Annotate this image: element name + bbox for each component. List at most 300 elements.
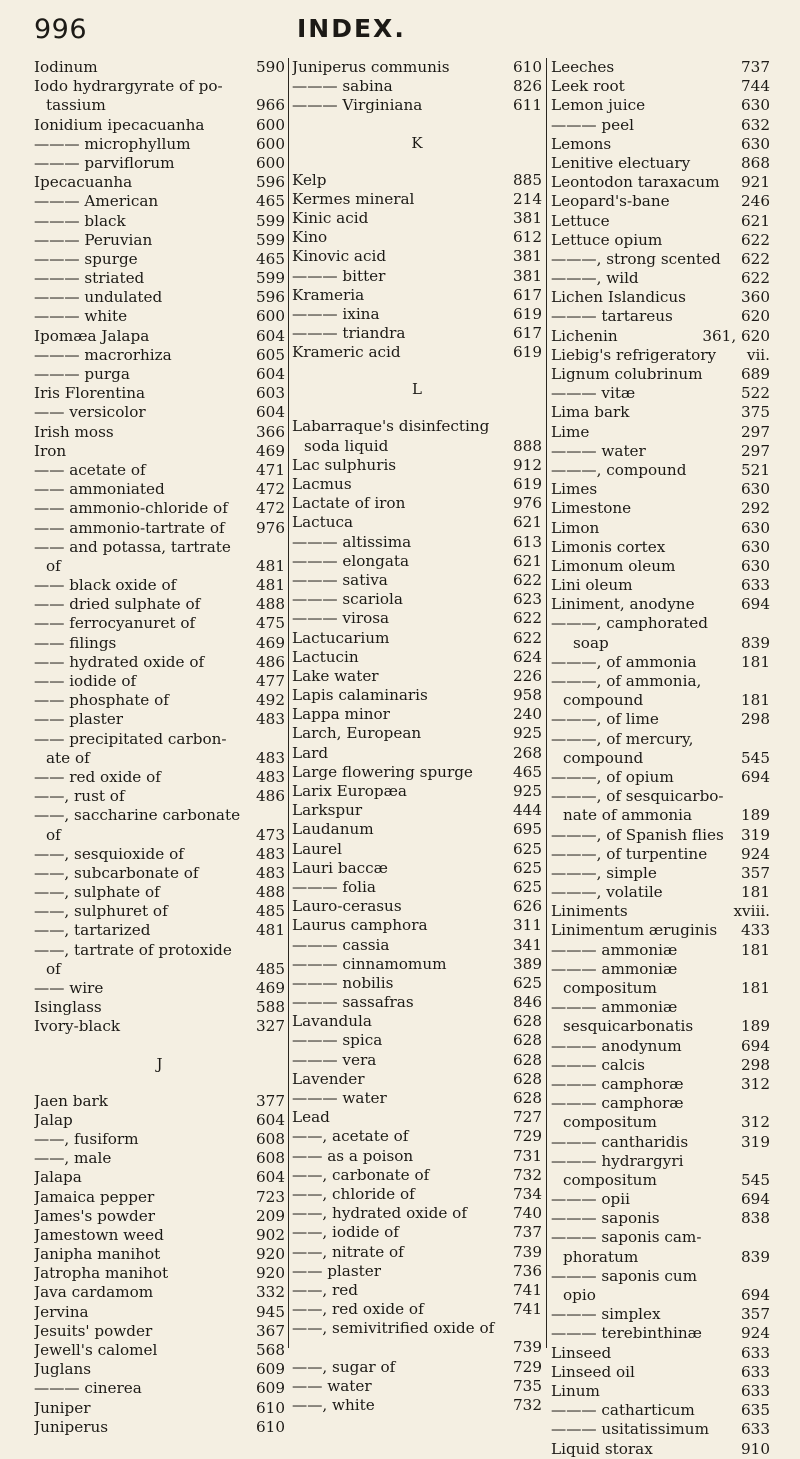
- entry-page-ref: 621: [513, 513, 542, 532]
- index-entry: [292, 343, 542, 362]
- entry-term: —— red oxide of: [34, 767, 161, 786]
- index-entry: [551, 1401, 770, 1420]
- entry-term: ———, compound: [551, 460, 687, 479]
- index-entry: [34, 826, 285, 845]
- index-entry: [292, 955, 542, 974]
- index-entry: [292, 58, 542, 77]
- index-entry: [551, 1209, 770, 1228]
- index-entry: [292, 1223, 542, 1242]
- index-entry: [34, 1168, 285, 1187]
- index-entry: [34, 499, 285, 518]
- index-entry: [34, 288, 285, 307]
- index-entry: [551, 538, 770, 557]
- index-entry: [551, 1420, 770, 1439]
- entry-page-ref: 590: [256, 58, 285, 76]
- entry-term: Kino: [292, 228, 328, 247]
- entry-page-ref: 465: [256, 249, 285, 268]
- index-entry: [551, 1017, 770, 1036]
- index-entry: [292, 1108, 542, 1127]
- entry-page-ref: 521: [741, 460, 770, 479]
- entry-page-ref: 839: [741, 633, 770, 652]
- entry-term: Juglans: [34, 1360, 92, 1379]
- index-entry: [34, 346, 285, 365]
- entry-term: ———, of mercury,: [551, 729, 694, 748]
- index-entry: [34, 77, 285, 96]
- entry-page-ref: 694: [741, 595, 770, 614]
- index-entry: [34, 96, 285, 115]
- index-entry: [292, 1204, 542, 1223]
- entry-term: ——, tartrate of protoxide: [34, 940, 232, 959]
- index-entry: [551, 212, 770, 231]
- index-entry: [551, 1075, 770, 1094]
- index-entry: [551, 1113, 770, 1132]
- entry-page-ref: 292: [741, 499, 770, 518]
- entry-term: Ionidium ipecacuanha: [34, 115, 205, 134]
- entry-page-ref: 600: [256, 134, 285, 153]
- index-entry: [292, 629, 542, 648]
- entry-term: Lapis calaminaris: [292, 686, 428, 705]
- entry-page-ref: 246: [741, 192, 770, 211]
- index-entry: [292, 1127, 542, 1146]
- index-entry: [34, 192, 285, 211]
- index-entry: [551, 307, 770, 326]
- entry-term: ——, subcarbonate of: [34, 863, 199, 882]
- entry-term: ———, of opium: [551, 767, 674, 786]
- entry-page-ref: 625: [513, 858, 542, 877]
- entry-term: ——, semivitrified oxide of: [292, 1319, 495, 1338]
- entry-term: ——— striated: [34, 269, 145, 288]
- index-entry: [292, 190, 542, 209]
- entry-term: Kinovic acid: [292, 247, 387, 266]
- index-entry: [292, 724, 542, 743]
- entry-page-ref: 902: [256, 1225, 285, 1244]
- index-entry: [34, 1226, 285, 1245]
- entry-term: ——— catharticum: [551, 1401, 695, 1420]
- index-entry: [551, 231, 770, 250]
- entry-term: —— dried sulphate of: [34, 595, 201, 614]
- index-entry: [292, 417, 542, 436]
- entry-page-ref: 609: [256, 1379, 285, 1398]
- entry-term: ——— hydrargyri: [551, 1151, 684, 1170]
- entry-term: —— water: [292, 1376, 372, 1395]
- entry-page-ref: 621: [513, 551, 542, 570]
- index-entry: [34, 442, 285, 461]
- entry-term: Iodo hydrargyrate of po-: [34, 77, 223, 96]
- index-entry: [292, 744, 542, 763]
- entry-term: Liniment, anodyne: [551, 595, 695, 614]
- entry-term: soda liquid: [304, 436, 389, 455]
- entry-term: Leeches: [551, 58, 615, 76]
- entry-term: —— ammoniated: [34, 480, 165, 499]
- entry-page-ref: 740: [513, 1204, 542, 1223]
- index-entry: [551, 1440, 770, 1459]
- entry-term: —— filings: [34, 633, 117, 652]
- entry-page-ref: 617: [513, 324, 542, 343]
- section-letter-text: J: [156, 1054, 163, 1073]
- entry-term: ——— sabina: [292, 77, 393, 96]
- entry-term: ———, of Spanish flies: [551, 825, 724, 844]
- entry-page-ref: 483: [256, 844, 285, 863]
- entry-term: ——— nobilis: [292, 973, 394, 992]
- entry-page-ref: 622: [741, 249, 770, 268]
- entry-page-ref: 475: [256, 614, 285, 633]
- entry-term: —— phosphate of: [34, 691, 169, 710]
- index-entry: [34, 787, 285, 806]
- entry-term: ———, of ammonia,: [551, 672, 702, 690]
- entry-term: Lauro-cerasus: [292, 897, 402, 916]
- index-entry: [34, 1341, 285, 1360]
- index-entry: [292, 228, 542, 247]
- entry-page-ref: 486: [256, 652, 285, 671]
- entry-page-ref: 737: [513, 1223, 542, 1242]
- page-title: INDEX.: [297, 14, 406, 43]
- index-entry: [551, 135, 770, 154]
- entry-page-ref: 471: [256, 460, 285, 479]
- index-column-3: [551, 58, 770, 1459]
- entry-page-ref: 485: [256, 959, 285, 978]
- entry-page-ref: 604: [256, 1110, 285, 1129]
- entry-page-ref: 868: [741, 153, 770, 172]
- entry-page-ref: 319: [741, 1132, 770, 1151]
- entry-page-ref: 912: [513, 455, 542, 474]
- index-entry: [551, 1248, 770, 1267]
- entry-page-ref: 381: [513, 266, 542, 285]
- entry-page-ref: 189: [741, 806, 770, 825]
- entry-term: Liebig's refrigeratory: [551, 345, 717, 364]
- index-entry: [34, 1379, 285, 1398]
- entry-term: ——— cinnamomum: [292, 954, 447, 973]
- index-entry: [551, 806, 770, 825]
- index-entry: [551, 902, 770, 921]
- index-entry: [34, 212, 285, 231]
- index-entry: [292, 916, 542, 935]
- entry-page-ref: 481: [256, 921, 285, 940]
- index-entry: [551, 519, 770, 538]
- index-entry: [292, 1377, 542, 1396]
- entry-term: ——— spurge: [34, 249, 138, 268]
- index-entry: [34, 806, 285, 825]
- entry-term: ——, sulphuret of: [34, 902, 168, 921]
- entry-page-ref: 297: [741, 441, 770, 460]
- index-entry: [292, 77, 542, 96]
- entry-page-ref: 381: [513, 247, 542, 266]
- index-entry: [551, 845, 770, 864]
- entry-term: ———, wild: [551, 269, 639, 288]
- entry-term: —— ammonio-chloride of: [34, 499, 228, 518]
- entry-term: soap: [573, 633, 609, 652]
- index-entry: [551, 480, 770, 499]
- index-entry: [34, 768, 285, 787]
- index-entry: [34, 672, 285, 691]
- index-entry: [551, 288, 770, 307]
- entry-page-ref: 610: [256, 1417, 285, 1436]
- entry-term: Lini oleum: [551, 576, 633, 595]
- entry-term: —— plaster: [34, 710, 123, 729]
- entry-page-ref: 630: [741, 134, 770, 153]
- index-entry: [292, 1396, 542, 1415]
- entry-term: ——, hydrated oxide of: [292, 1204, 467, 1223]
- spacer: [34, 1078, 285, 1092]
- entry-term: ——— Virginiana: [292, 96, 423, 115]
- entry-term: ———, volatile: [551, 883, 663, 902]
- entry-term: ——— cinerea: [34, 1379, 142, 1398]
- index-entry: [34, 1283, 285, 1302]
- entry-page-ref: 739: [513, 1242, 542, 1261]
- index-entry: [551, 269, 770, 288]
- entry-term: Jamaica pepper: [34, 1187, 155, 1206]
- entry-page-ref: 633: [741, 576, 770, 595]
- index-entry: [292, 763, 542, 782]
- entry-page-ref: 619: [513, 304, 542, 323]
- index-entry: [34, 384, 285, 403]
- entry-page-ref: 181: [741, 691, 770, 710]
- index-entry: [34, 480, 285, 499]
- entry-term: ——, saccharine carbonate: [34, 806, 241, 825]
- index-entry: [551, 1056, 770, 1075]
- index-entry: [292, 1300, 542, 1319]
- index-entry: [34, 1264, 285, 1283]
- entry-page-ref: 341: [513, 935, 542, 954]
- entry-term: ——— virosa: [292, 609, 390, 628]
- entry-page-ref: 381: [513, 208, 542, 227]
- index-entry: [551, 749, 770, 768]
- entry-term: ——, rust of: [34, 787, 125, 806]
- entry-term: ——— undulated: [34, 288, 163, 307]
- entry-term: ——, red: [292, 1280, 359, 1299]
- section-letter: [292, 130, 542, 157]
- entry-term: ——— cantharidis: [551, 1132, 689, 1151]
- entry-page-ref: 976: [256, 518, 285, 537]
- entry-term: ——— ixina: [292, 304, 380, 323]
- entry-page-ref: 625: [513, 839, 542, 858]
- index-entry: [34, 519, 285, 538]
- entry-term: ate of: [46, 748, 90, 767]
- index-entry: [292, 286, 542, 305]
- entry-term: ——, tartarized: [34, 921, 151, 940]
- entry-term: Limes: [551, 480, 598, 499]
- index-entry: [292, 533, 542, 552]
- entry-page-ref: 604: [256, 326, 285, 345]
- index-entry: [34, 1303, 285, 1322]
- entry-page-ref: 635: [741, 1401, 770, 1420]
- entry-term: ——, iodide of: [292, 1223, 399, 1242]
- section-letter-text: K: [411, 133, 423, 152]
- entry-term: Lactuca: [292, 513, 354, 532]
- entry-term: Krameric acid: [292, 343, 401, 362]
- index-entry: [292, 209, 542, 228]
- entry-page-ref: 910: [741, 1439, 770, 1458]
- entry-term: Ipecacuanha: [34, 173, 133, 192]
- entry-page-ref: 298: [741, 710, 770, 729]
- entry-term: ——— camphoræ: [551, 1094, 684, 1113]
- entry-page-ref: 472: [256, 499, 285, 518]
- index-entry: [34, 58, 285, 77]
- entry-page-ref: 921: [741, 173, 770, 192]
- entry-term: Lima bark: [551, 403, 630, 422]
- entry-term: Ipomæa Jalapa: [34, 326, 150, 345]
- entry-page-ref: 626: [513, 897, 542, 916]
- entry-page-ref: 924: [741, 1324, 770, 1343]
- entry-page-ref: 694: [741, 767, 770, 786]
- index-entry: [292, 1262, 542, 1281]
- index-entry: [292, 1070, 542, 1089]
- index-entry: [292, 705, 542, 724]
- entry-term: Lard: [292, 743, 329, 762]
- index-entry: [34, 614, 285, 633]
- index-entry: [34, 595, 285, 614]
- entry-page-ref: 966: [256, 96, 285, 115]
- entry-page-ref: 622: [513, 628, 542, 647]
- entry-term: Leontodon taraxacum: [551, 173, 720, 192]
- index-entry: [34, 269, 285, 288]
- entry-term: ——— altissima: [292, 532, 412, 551]
- entry-page-ref: 361, 620: [702, 326, 770, 345]
- index-entry: [34, 576, 285, 595]
- index-entry: [551, 653, 770, 672]
- entry-term: —— black oxide of: [34, 576, 177, 595]
- index-entry: [551, 921, 770, 940]
- index-entry: [551, 365, 770, 384]
- entry-term: —— plaster: [292, 1261, 381, 1280]
- entry-term: Limon: [551, 518, 600, 537]
- entry-page-ref: 469: [256, 441, 285, 460]
- entry-page-ref: 689: [741, 365, 770, 383]
- entry-page-ref: 596: [256, 173, 285, 192]
- entry-page-ref: 298: [741, 1055, 770, 1074]
- index-entry: [34, 998, 285, 1017]
- entry-term: ——— sativa: [292, 570, 388, 589]
- entry-page-ref: 366: [256, 422, 285, 441]
- entry-page-ref: 732: [513, 1396, 542, 1414]
- entry-term: ——— water: [292, 1089, 387, 1107]
- entry-term: Leopard's-bane: [551, 192, 670, 211]
- entry-term: ———, simple: [551, 863, 657, 882]
- entry-page-ref: 189: [741, 1017, 770, 1036]
- index-entry: [292, 513, 542, 532]
- index-entry: [34, 307, 285, 326]
- entry-page-ref: 483: [256, 748, 285, 767]
- entry-page-ref: 209: [256, 1206, 285, 1225]
- entry-page-ref: 604: [256, 1168, 285, 1187]
- entry-page-ref: 958: [513, 686, 542, 705]
- entry-page-ref: 633: [741, 1420, 770, 1439]
- entry-term: Lemons: [551, 134, 612, 153]
- index-entry: [34, 960, 285, 979]
- index-entry: [551, 1286, 770, 1305]
- index-entry: [551, 327, 770, 346]
- entry-term: compositum: [563, 1170, 657, 1189]
- entry-term: —— wire: [34, 979, 104, 997]
- entry-term: ——— macrorhiza: [34, 345, 172, 364]
- entry-page-ref: 727: [513, 1108, 542, 1127]
- entry-term: Jalap: [34, 1110, 73, 1129]
- entry-page-ref: 620: [741, 307, 770, 326]
- index-entry: [551, 442, 770, 461]
- entry-page-ref: 545: [741, 1170, 770, 1189]
- index-entry: [551, 1171, 770, 1190]
- entry-term: of: [46, 825, 61, 844]
- index-entry: [551, 614, 770, 633]
- entry-term: Krameria: [292, 285, 365, 304]
- entry-term: ———, of turpentine: [551, 844, 708, 863]
- index-entry: [551, 998, 770, 1017]
- entry-term: ——— vera: [292, 1050, 377, 1069]
- index-entry: [292, 267, 542, 286]
- index-entry: [34, 1322, 285, 1341]
- entry-term: ——— anodynum: [551, 1036, 682, 1055]
- entry-term: Kinic acid: [292, 208, 369, 227]
- entry-term: ———, of sesquicarbo-: [551, 787, 724, 806]
- index-entry: [34, 1360, 285, 1379]
- index-entry: [551, 826, 770, 845]
- entry-page-ref: 628: [513, 1012, 542, 1031]
- index-entry: [551, 960, 770, 979]
- entry-page-ref: 605: [256, 345, 285, 364]
- entry-term: Java cardamom: [34, 1283, 154, 1302]
- index-entry: [34, 710, 285, 729]
- entry-term: Kelp: [292, 170, 327, 189]
- entry-page-ref: 469: [256, 633, 285, 652]
- entry-term: Lavandula: [292, 1012, 372, 1031]
- index-entry: [551, 710, 770, 729]
- index-entry: [551, 730, 770, 749]
- entry-term: Limestone: [551, 499, 632, 518]
- index-entry: [292, 247, 542, 266]
- entry-page-ref: 465: [513, 762, 542, 781]
- entry-term: ——— terebinthinæ: [551, 1324, 702, 1343]
- entry-term: Isinglass: [34, 998, 102, 1017]
- index-entry: [551, 1228, 770, 1247]
- index-entry: [292, 974, 542, 993]
- entry-page-ref: 625: [513, 877, 542, 896]
- entry-page-ref: 630: [741, 556, 770, 575]
- entry-term: —— iodide of: [34, 672, 137, 690]
- entry-term: Liquid storax: [551, 1439, 653, 1458]
- entry-term: ——— calcis: [551, 1055, 645, 1074]
- index-entry: [292, 1319, 542, 1338]
- index-entry: [34, 461, 285, 480]
- entry-term: Labarraque's disinfecting: [292, 417, 490, 436]
- entry-term: Lactate of iron: [292, 494, 406, 513]
- entry-page-ref: 486: [256, 787, 285, 806]
- entry-page-ref: 327: [256, 1017, 285, 1036]
- index-entry: [292, 1281, 542, 1300]
- entry-term: Liniments: [551, 902, 628, 921]
- entry-term: Juniperus communis: [292, 58, 450, 76]
- entry-page-ref: 619: [513, 343, 542, 362]
- entry-term: ——, sulphate of: [34, 883, 160, 902]
- entry-page-ref: 481: [256, 556, 285, 575]
- entry-term: Jervina: [34, 1302, 89, 1321]
- entry-page-ref: 613: [513, 532, 542, 551]
- column-divider: [546, 58, 547, 1348]
- index-entry: [551, 192, 770, 211]
- index-entry: [34, 538, 285, 557]
- entry-page-ref: 630: [741, 518, 770, 537]
- spacer: [34, 1037, 285, 1051]
- index-entry: [551, 1094, 770, 1113]
- page-number: 996: [34, 14, 88, 45]
- entry-page-ref: 599: [256, 230, 285, 249]
- entry-term: ——— camphoræ: [551, 1074, 684, 1093]
- index-entry: [551, 173, 770, 192]
- index-entry: [292, 475, 542, 494]
- section-letter-text: L: [412, 380, 422, 399]
- entry-term: Lettuce opium: [551, 230, 663, 249]
- index-entry: [34, 979, 285, 998]
- index-entry: [551, 941, 770, 960]
- index-column-2: [292, 58, 542, 1415]
